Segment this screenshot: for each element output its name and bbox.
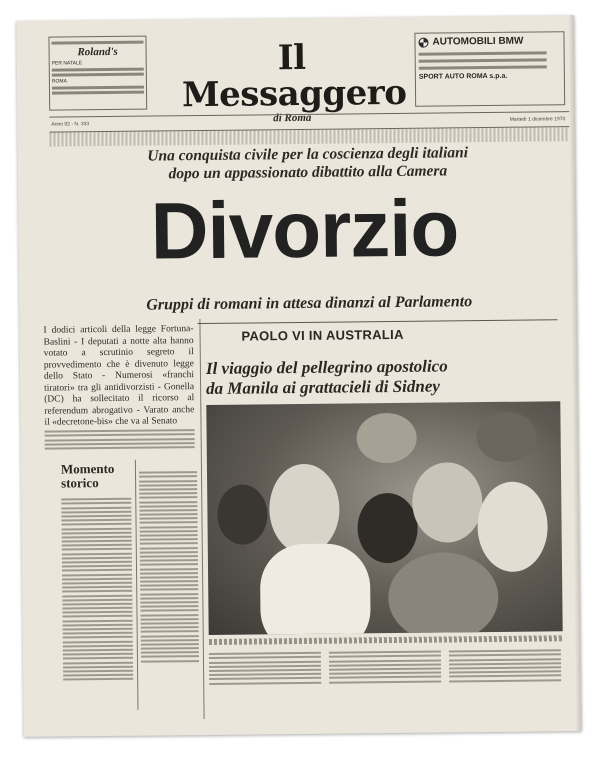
newspaper-front-page [16, 15, 581, 737]
second-story-headline [206, 355, 566, 399]
sidebar-title [61, 462, 131, 491]
article-text-block [45, 427, 195, 452]
photo-figure [357, 493, 418, 564]
dateline-right: Martedì 1 dicembre 1970 [509, 116, 566, 123]
ad-text-line [419, 58, 547, 62]
photo-figure [260, 543, 371, 635]
kicker-line-2: dopo un appassionato dibattito alla Camera [168, 162, 448, 183]
column-divider [199, 319, 204, 719]
sidebar-text-block [61, 496, 133, 683]
headline-kicker [58, 143, 558, 184]
ad-text-line [419, 51, 547, 55]
bmw-logo-icon [418, 38, 428, 48]
ad-box-left [48, 36, 147, 111]
ad-text-line [419, 65, 547, 69]
ad-right-footer: SPORT AUTO ROMA s.p.a. [418, 72, 508, 81]
photo-figure [412, 462, 483, 543]
ad-text-line [52, 73, 144, 77]
ad-left-line-1: PER NATALE [51, 60, 83, 67]
photo-figure [477, 481, 548, 572]
photo-caption [209, 635, 563, 645]
photo-figure [388, 552, 499, 635]
ad-left-brand: Roland's [77, 45, 118, 59]
ad-text-line [51, 41, 143, 45]
photo-figure [269, 464, 340, 555]
sidebar-title-line-2: storico [61, 475, 99, 491]
ad-text-line [52, 91, 144, 95]
ad-box-right [414, 31, 565, 107]
ad-text-line [52, 68, 144, 72]
column-text-block [449, 647, 561, 684]
lead-article: I dodici articoli della legge Fortuna-Baslini - I deputati a notte alta hanno votato a scrutinio segreto il provvedimento che è divenuto legge dello Stato - Numerosi «franchi tiratori» tra gli antidivorzisti - Gonella (DC) ha sollecitato il ricorso al referendum abrogativo - Varato anche il «decretone-bis» che va al Senato [43, 324, 195, 428]
second-story-label: PAOLO VI IN AUSTRALIA [241, 326, 404, 344]
photo-figure [356, 413, 417, 464]
ad-left-line-2: ROMA [51, 78, 67, 85]
column-divider [135, 460, 139, 710]
ad-right-brand: AUTOMOBILI BMW [432, 35, 524, 48]
second-story-headline-line-2: da Manila ai grattacieli di Sidney [206, 376, 440, 398]
photo-figure [476, 412, 537, 463]
main-headline: Divorzio [150, 183, 459, 276]
column-text-block [139, 469, 199, 664]
masthead-title: Il Messaggero [181, 37, 407, 116]
masthead-subtitle: di Roma [273, 111, 312, 125]
column-text-block [329, 649, 441, 686]
photo-figure [217, 484, 268, 545]
sidebar-title-line-1: Momento [60, 460, 115, 477]
second-story-headline-line-1: Il viaggio del pellegrino apostolico [205, 356, 448, 378]
news-photo-crowd [206, 401, 562, 635]
column-text-block [209, 650, 321, 687]
ad-text-line [52, 86, 144, 90]
kicker-line-1: Una conquista civile per la coscienza degli italiani [147, 144, 469, 165]
ad-right-brand-row [418, 35, 560, 48]
dateline-left: Anno 92 - N. 333 [51, 121, 90, 128]
subhead: Gruppi di romani in attesa dinanzi al Parlamento [146, 293, 473, 314]
